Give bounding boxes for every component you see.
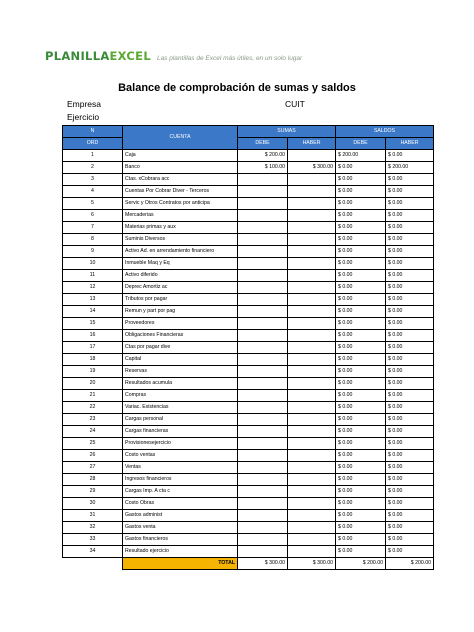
sumas-debe-cell[interactable] [238,282,288,294]
sumas-haber-cell[interactable] [288,438,336,450]
row-number[interactable]: 22 [63,402,123,414]
row-number[interactable]: 25 [63,438,123,450]
sumas-haber-cell[interactable] [288,462,336,474]
balance-table [62,125,434,570]
saldos-debe-cell[interactable]: $ 0.00 [336,402,386,414]
sumas-haber-cell[interactable] [288,414,336,426]
sumas-haber-cell[interactable] [288,234,336,246]
saldos-debe-cell[interactable]: $ 0.00 [336,294,386,306]
sumas-debe-cell[interactable] [238,210,288,222]
table-row [63,306,434,318]
table-row [63,522,434,534]
table-row [63,294,434,306]
sumas-haber-cell[interactable] [288,246,336,258]
table-row [63,150,434,162]
header-sumas-debe: DEBE [238,138,288,150]
row-number[interactable]: 32 [63,522,123,534]
row-number[interactable]: 19 [63,366,123,378]
account-name[interactable]: Cargas financieras [123,426,238,438]
saldos-debe-cell[interactable]: $ 0.00 [336,450,386,462]
account-name[interactable]: Tributos por pagar [123,294,238,306]
account-name[interactable]: Mercaderias [123,210,238,222]
saldos-haber-cell[interactable]: $ 0.00 [386,330,434,342]
saldos-debe-cell[interactable]: $ 0.00 [336,390,386,402]
account-name[interactable]: Caja [123,150,238,162]
table-row [63,234,434,246]
table-row [63,354,434,366]
sumas-debe-cell[interactable] [238,306,288,318]
account-name[interactable]: Gastos financieros [123,534,238,546]
account-name[interactable]: Cuentas Por Cobrar Diver - Terceros [123,186,238,198]
saldos-haber-cell[interactable]: $ 200.00 [386,162,434,174]
account-name[interactable]: Resultado ejercicio [123,546,238,558]
sumas-debe-cell[interactable] [238,486,288,498]
saldos-debe-cell[interactable]: $ 0.00 [336,174,386,186]
row-number[interactable]: 15 [63,318,123,330]
sumas-haber-cell[interactable] [288,258,336,270]
saldos-haber-cell[interactable]: $ 0.00 [386,234,434,246]
row-number[interactable]: 21 [63,390,123,402]
row-number[interactable]: 20 [63,378,123,390]
saldos-haber-cell[interactable]: $ 0.00 [386,510,434,522]
saldos-haber-cell[interactable]: $ 0.00 [386,390,434,402]
sumas-debe-cell[interactable] [238,450,288,462]
sumas-debe-cell[interactable] [238,342,288,354]
sumas-haber-cell[interactable] [288,378,336,390]
totals-spacer [63,558,123,570]
cuit-label: CUIT [285,99,305,109]
saldos-debe-cell[interactable]: $ 0.00 [336,210,386,222]
total-sumas-haber: $ 300.00 [288,558,336,570]
row-number[interactable]: 14 [63,306,123,318]
saldos-debe-cell[interactable]: $ 0.00 [336,486,386,498]
table-row [63,210,434,222]
sumas-debe-cell[interactable] [238,426,288,438]
saldos-haber-cell[interactable]: $ 0.00 [386,438,434,450]
sumas-haber-cell[interactable] [288,366,336,378]
table-row [63,330,434,342]
saldos-haber-cell[interactable]: $ 0.00 [386,210,434,222]
header-saldos-haber: HABER [386,138,434,150]
table-row [63,366,434,378]
account-name[interactable]: Variac. Existencias [123,402,238,414]
brand-tagline: Las plantillas de Excel más útiles, en un solo lugar [156,55,303,62]
sumas-haber-cell[interactable] [288,450,336,462]
brand-logo [45,49,151,63]
sumas-debe-cell[interactable] [238,378,288,390]
account-name[interactable]: Cargas personal [123,414,238,426]
table-row [63,402,434,414]
header-sumas-haber: HABER [288,138,336,150]
account-name[interactable]: Compras [123,390,238,402]
row-number[interactable]: 29 [63,486,123,498]
row-number[interactable]: 8 [63,234,123,246]
saldos-debe-cell[interactable]: $ 0.00 [336,318,386,330]
sumas-debe-cell[interactable]: $ 100.00 [238,162,288,174]
saldos-haber-cell[interactable]: $ 0.00 [386,318,434,330]
saldos-haber-cell[interactable]: $ 0.00 [386,534,434,546]
row-number[interactable]: 16 [63,330,123,342]
sumas-debe-cell[interactable] [238,402,288,414]
sumas-haber-cell[interactable] [288,330,336,342]
saldos-haber-cell[interactable]: $ 0.00 [386,414,434,426]
sumas-haber-cell[interactable] [288,294,336,306]
totals-row [63,558,434,570]
saldos-debe-cell[interactable]: $ 0.00 [336,510,386,522]
header-n: N [63,126,123,138]
table-row [63,282,434,294]
account-name[interactable]: Activo diferido [123,270,238,282]
row-number[interactable]: 26 [63,450,123,462]
table-row [63,318,434,330]
saldos-haber-cell[interactable]: $ 0.00 [386,474,434,486]
total-saldos-debe: $ 200.00 [336,558,386,570]
sumas-debe-cell[interactable] [238,534,288,546]
account-name[interactable]: Obligaciones Financieras [123,330,238,342]
brand-header [45,49,302,63]
account-name[interactable]: Provisionesejercicio [123,438,238,450]
header-sumas: SUMAS [238,126,336,138]
saldos-haber-cell[interactable]: $ 0.00 [386,402,434,414]
saldos-debe-cell[interactable]: $ 0.00 [336,438,386,450]
saldos-haber-cell[interactable]: $ 0.00 [386,270,434,282]
sumas-haber-cell[interactable] [288,534,336,546]
sumas-debe-cell[interactable] [238,438,288,450]
sumas-haber-cell[interactable] [288,522,336,534]
empresa-label: Empresa [67,99,102,109]
saldos-haber-cell[interactable]: $ 0.00 [386,294,434,306]
account-name[interactable]: Materias primas y aux [123,222,238,234]
row-number[interactable]: 2 [63,162,123,174]
account-name[interactable]: Deprec Amortiz ac [123,282,238,294]
saldos-debe-cell[interactable]: $ 0.00 [336,546,386,558]
totals-label: TOTAL [123,558,238,570]
logo-text-part1: PLANILLA [45,49,110,63]
table-row [63,534,434,546]
header-ord: ORD [63,138,123,150]
saldos-haber-cell[interactable]: $ 0.00 [386,450,434,462]
account-name[interactable]: Banco [123,162,238,174]
row-number[interactable]: 9 [63,246,123,258]
sumas-haber-cell[interactable] [288,306,336,318]
sumas-haber-cell[interactable] [288,342,336,354]
table-row [63,462,434,474]
sumas-debe-cell[interactable] [238,498,288,510]
sumas-debe-cell[interactable] [238,234,288,246]
account-name[interactable]: Resultados acumula [123,378,238,390]
page-title: Balance de comprobación de sumas y saldos [118,82,356,94]
sumas-debe-cell[interactable] [238,330,288,342]
sumas-haber-cell[interactable] [288,546,336,558]
sumas-debe-cell[interactable] [238,270,288,282]
sumas-debe-cell[interactable] [238,462,288,474]
row-number[interactable]: 33 [63,534,123,546]
table-row [63,486,434,498]
table-row [63,450,434,462]
saldos-haber-cell[interactable]: $ 0.00 [386,354,434,366]
saldos-haber-cell[interactable]: $ 0.00 [386,486,434,498]
row-number[interactable]: 30 [63,498,123,510]
account-name[interactable]: Suminis Diversos [123,234,238,246]
row-number[interactable]: 13 [63,294,123,306]
saldos-debe-cell[interactable]: $ 0.00 [336,474,386,486]
header-row-bottom [63,138,434,150]
saldos-debe-cell[interactable]: $ 0.00 [336,498,386,510]
header-cuenta: CUENTA [123,126,238,150]
account-name[interactable]: Ingresos financieros [123,474,238,486]
table-row [63,426,434,438]
table-row [63,186,434,198]
saldos-haber-cell[interactable]: $ 0.00 [386,222,434,234]
header-row-top [63,126,434,138]
row-number[interactable]: 10 [63,258,123,270]
logo-text-part2: EXCEL [109,49,151,63]
saldos-debe-cell[interactable]: $ 0.00 [336,522,386,534]
saldos-haber-cell[interactable]: $ 0.00 [386,462,434,474]
table-row [63,378,434,390]
sumas-debe-cell[interactable] [238,318,288,330]
sumas-haber-cell[interactable] [288,282,336,294]
table-row [63,162,434,174]
sumas-haber-cell[interactable] [288,318,336,330]
account-name[interactable]: Ctas por pagar dive [123,342,238,354]
saldos-debe-cell[interactable]: $ 0.00 [336,414,386,426]
account-name[interactable]: Reservas [123,366,238,378]
sumas-haber-cell[interactable] [288,198,336,210]
account-name[interactable]: Ctas. xCobrara acc [123,174,238,186]
table-row [63,342,434,354]
row-number[interactable]: 24 [63,426,123,438]
sumas-debe-cell[interactable] [238,390,288,402]
sumas-debe-cell[interactable] [238,522,288,534]
saldos-haber-cell[interactable]: $ 0.00 [386,282,434,294]
saldos-haber-cell[interactable]: $ 0.00 [386,246,434,258]
sumas-debe-cell[interactable] [238,354,288,366]
saldos-debe-cell[interactable]: $ 0.00 [336,162,386,174]
row-number[interactable]: 3 [63,174,123,186]
saldos-haber-cell[interactable]: $ 0.00 [386,426,434,438]
sumas-haber-cell[interactable] [288,510,336,522]
account-name[interactable]: Gastos administ [123,510,238,522]
sumas-haber-cell[interactable] [288,486,336,498]
sumas-debe-cell[interactable] [238,222,288,234]
row-number[interactable]: 1 [63,150,123,162]
saldos-debe-cell[interactable]: $ 0.00 [336,534,386,546]
header-saldos-debe: DEBE [336,138,386,150]
table-row [63,198,434,210]
ejercicio-label: Ejercicio [67,112,100,122]
sumas-debe-cell[interactable] [238,366,288,378]
table-row [63,510,434,522]
saldos-debe-cell[interactable]: $ 0.00 [336,234,386,246]
header-saldos: SALDOS [336,126,434,138]
saldos-haber-cell[interactable]: $ 0.00 [386,174,434,186]
table-row [63,246,434,258]
saldos-haber-cell[interactable]: $ 0.00 [386,522,434,534]
table-row [63,222,434,234]
row-number[interactable]: 6 [63,210,123,222]
saldos-debe-cell[interactable]: $ 0.00 [336,222,386,234]
sumas-haber-cell[interactable] [288,210,336,222]
saldos-debe-cell[interactable]: $ 0.00 [336,378,386,390]
sumas-debe-cell[interactable] [238,414,288,426]
table-row [63,438,434,450]
sumas-haber-cell[interactable] [288,390,336,402]
sumas-debe-cell[interactable] [238,186,288,198]
sumas-haber-cell[interactable] [288,426,336,438]
total-saldos-haber: $ 200.00 [386,558,434,570]
saldos-haber-cell[interactable]: $ 0.00 [386,342,434,354]
account-name[interactable]: Ventas [123,462,238,474]
sumas-debe-cell[interactable] [238,474,288,486]
account-name[interactable]: Costo ventas [123,450,238,462]
row-number[interactable]: 7 [63,222,123,234]
row-number[interactable]: 18 [63,354,123,366]
saldos-debe-cell[interactable]: $ 0.00 [336,186,386,198]
sumas-haber-cell[interactable] [288,270,336,282]
account-name[interactable]: Serviс y Otros Contratos por anticipa [123,198,238,210]
saldos-debe-cell[interactable]: $ 0.00 [336,270,386,282]
saldos-debe-cell[interactable]: $ 0.00 [336,426,386,438]
table-row [63,258,434,270]
table-row [63,390,434,402]
sumas-debe-cell[interactable] [238,198,288,210]
saldos-haber-cell[interactable]: $ 0.00 [386,498,434,510]
row-number[interactable]: 31 [63,510,123,522]
table-row [63,174,434,186]
saldos-debe-cell[interactable]: $ 0.00 [336,258,386,270]
table-row [63,498,434,510]
row-number[interactable]: 5 [63,198,123,210]
account-name[interactable]: Activo Ad. en arrendamiento financiero [123,246,238,258]
table-row [63,546,434,558]
account-name[interactable]: Capital [123,354,238,366]
saldos-debe-cell[interactable]: $ 0.00 [336,198,386,210]
table-row [63,270,434,282]
saldos-debe-cell[interactable]: $ 0.00 [336,366,386,378]
row-number[interactable]: 27 [63,462,123,474]
sumas-haber-cell[interactable] [288,498,336,510]
row-number[interactable]: 23 [63,414,123,426]
saldos-haber-cell[interactable]: $ 0.00 [386,150,434,162]
sumas-debe-cell[interactable] [238,510,288,522]
account-name[interactable]: Inmueble Maq y Eq [123,258,238,270]
saldos-debe-cell[interactable]: $ 0.00 [336,354,386,366]
sumas-debe-cell[interactable] [238,246,288,258]
sumas-debe-cell[interactable] [238,294,288,306]
saldos-debe-cell[interactable]: $ 0.00 [336,282,386,294]
saldos-debe-cell[interactable]: $ 0.00 [336,462,386,474]
saldos-haber-cell[interactable]: $ 0.00 [386,306,434,318]
saldos-debe-cell[interactable]: $ 0.00 [336,330,386,342]
row-number[interactable]: 12 [63,282,123,294]
sumas-debe-cell[interactable]: $ 200.00 [238,150,288,162]
saldos-haber-cell[interactable]: $ 0.00 [386,546,434,558]
saldos-haber-cell[interactable]: $ 0.00 [386,366,434,378]
account-name[interactable]: Gastos venta [123,522,238,534]
sumas-haber-cell[interactable] [288,402,336,414]
sumas-debe-cell[interactable] [238,546,288,558]
saldos-debe-cell[interactable]: $ 200.00 [336,150,386,162]
sumas-haber-cell[interactable] [288,186,336,198]
row-number[interactable]: 17 [63,342,123,354]
saldos-haber-cell[interactable]: $ 0.00 [386,258,434,270]
saldos-debe-cell[interactable]: $ 0.00 [336,342,386,354]
sumas-haber-cell[interactable] [288,174,336,186]
sumas-haber-cell[interactable]: $ 300.00 [288,162,336,174]
saldos-debe-cell[interactable]: $ 0.00 [336,306,386,318]
account-name[interactable]: Cargas Imp. A cta c [123,486,238,498]
row-number[interactable]: 34 [63,546,123,558]
sumas-haber-cell[interactable] [288,150,336,162]
row-number[interactable]: 4 [63,186,123,198]
saldos-haber-cell[interactable]: $ 0.00 [386,198,434,210]
sumas-haber-cell[interactable] [288,222,336,234]
table-row [63,414,434,426]
account-name[interactable]: Remun y part por pag [123,306,238,318]
saldos-haber-cell[interactable]: $ 0.00 [386,378,434,390]
sumas-haber-cell[interactable] [288,354,336,366]
sumas-debe-cell[interactable] [238,174,288,186]
row-number[interactable]: 28 [63,474,123,486]
saldos-debe-cell[interactable]: $ 0.00 [336,246,386,258]
sumas-debe-cell[interactable] [238,258,288,270]
account-name[interactable]: Proveedores [123,318,238,330]
account-name[interactable]: Costo Obras [123,498,238,510]
total-sumas-debe: $ 300.00 [238,558,288,570]
table-row [63,474,434,486]
sumas-haber-cell[interactable] [288,474,336,486]
row-number[interactable]: 11 [63,270,123,282]
saldos-haber-cell[interactable]: $ 0.00 [386,186,434,198]
